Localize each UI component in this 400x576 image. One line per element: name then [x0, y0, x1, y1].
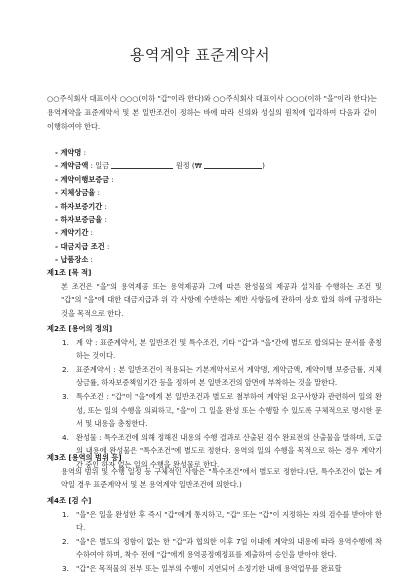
field-label: - 계약금액	[55, 161, 89, 171]
list-item	[47, 363, 382, 390]
field-contract-period	[55, 226, 265, 239]
amount-close-paren: )	[262, 161, 265, 171]
item-number: 3.	[62, 391, 69, 401]
article-body: 본 조건은 "을"의 용역제공 또는 용역제공과 그에 따른 완성물의 제공과 설치를 수행하는 조건 및 "갑"의 "을"에 대한 대금지급과 위 각 사항에 수반하는 제반 사항들에 관하여 상호 합의 하에 규정하는 것을 목적으로 한다.	[61, 281, 382, 318]
field-separator: :	[102, 214, 107, 224]
field-contract-amount	[55, 159, 265, 172]
list-item	[47, 336, 382, 363]
item-text: "갑"은 목적물의 전부 또는 일부의 수행이 지연되어 소정기한 내에 용역업무를 완료할	[76, 563, 342, 573]
field-performance-bond	[55, 173, 265, 186]
document-title: 용역계약 표준계약서	[129, 46, 271, 64]
article-heading: 제4조 [검 수]	[47, 496, 92, 505]
field-separator: :	[109, 174, 114, 184]
field-separator: :	[102, 201, 107, 211]
field-delivery-place	[55, 253, 265, 266]
field-separator: : 일금	[88, 161, 110, 171]
item-text: 특수조건 : "갑"이 "을"에게 본 일반조건과 별도로 첨부하여 계약된 요구사항과 관련하여 일의 완성, 또는 일의 수행을 의뢰하고, "을"이 그 일을 완성 또는 수행할 수 있도록 구체적으로 명시한 문서 및 내용을 총칭한다.	[76, 391, 382, 429]
list-item	[47, 390, 382, 431]
article-2	[47, 322, 382, 472]
item-text: 완성물 : 특수조건에 의해 정해진 내용의 수행 결과로 산출된 검수 완료전의 산출물을 말하며, 도급의 내용에 완성물은 "특수조건"에 별도로 정한다. 용역의 일의 수행을 목적으로 하는 경우 계약기간 중인 하자 없는 일의 수행을 완성물로 한다.	[76, 432, 382, 469]
item-text: 계 약 : 표준계약서, 본 일반조건 및 특수조건, 기타 "갑"과 "을"간에 별도로 합의되는 문서를 총칭하는 것이다.	[76, 337, 382, 361]
field-warranty-deposit-rate	[55, 213, 265, 226]
field-label: - 계약기간	[55, 228, 89, 238]
article-1	[47, 266, 382, 320]
field-label: - 하자보증기간	[55, 201, 103, 211]
field-label: - 하자보증금율	[55, 214, 103, 224]
article-heading: 제3조 [용역의 범위 등]	[47, 453, 122, 462]
field-label: - 계약이행보증금	[55, 174, 110, 184]
field-label: - 계약명	[55, 148, 82, 157]
field-separator: :	[104, 241, 110, 251]
item-text: "을"은 별도의 정함이 없는 한 "갑"과 협의한 이후 7일 이내에 계약의 내용에 따라 용역수행에 착수하여야 하며, 착수 전에 "갑"에게 용역공정예정표를 제출하여 승인을 받아야 한다.	[76, 536, 382, 560]
field-label: - 납품장소	[55, 255, 89, 265]
intro-paragraph: ○○주식회사 대표이사 ○○○(이하 "갑"이라 한다)와 ○○주식회사 대표이사 ○○○(이하 "을"이라 한다)는 용역계약을 표준계약서 및 본 일반조건이 정하는 바에 따라 신의와 성실의 원칙에 입각하여 다음과 같이 이행하여야 한다.	[47, 94, 377, 131]
article-3	[47, 451, 382, 492]
item-number: 2.	[62, 536, 69, 546]
item-text: "을"은 일을 완성한 후 즉시 "갑"에게 통지하고, "갑" 또는 "갑"이 지정하는 자의 검수를 받아야 한다.	[76, 509, 382, 533]
amount-currency-label: 원정 (₩	[175, 161, 202, 171]
contract-fields	[55, 146, 265, 267]
field-separator: :	[95, 188, 100, 198]
item-number: 1.	[62, 509, 69, 519]
article-body: 용역의 범위 및 수행 일정 등 구체적인 사항은 "특수조건"에서 별도로 정한다.(단, 특수조건이 없는 계약일 경우 표준계약서 및 본 용역계약 일반조건에 의한다.)	[61, 466, 382, 490]
field-warranty-period	[55, 200, 265, 213]
item-number: 2.	[62, 364, 69, 374]
field-separator: :	[88, 228, 93, 238]
amount-words-blank	[111, 160, 173, 169]
field-payment-terms	[55, 240, 265, 253]
field-separator: :	[81, 148, 87, 157]
item-number: 4.	[62, 432, 69, 442]
list-item	[47, 562, 382, 576]
field-contract-name	[55, 146, 265, 159]
list-item	[47, 535, 382, 562]
item-number: 1.	[62, 337, 69, 347]
item-number: 3.	[62, 563, 69, 573]
item-text: 표준계약서 : 본 일반조건이 적용되는 기본계약서로서 계약명, 계약금액, 계약이행 보증금률, 지체상금률, 하자보증책임기간 등을 정하여 본 일반조건의 앞면에 부착하는 것을 말한다.	[76, 364, 382, 388]
field-separator: :	[88, 255, 93, 265]
field-delay-penalty-rate	[55, 186, 265, 199]
article-heading: 제1조 [목 적]	[47, 268, 92, 277]
article-heading: 제2조 [용어의 정의]	[47, 324, 113, 333]
article-4	[47, 494, 382, 576]
amount-number-blank	[204, 160, 262, 169]
list-item	[47, 508, 382, 535]
field-label: - 지체상금율	[55, 188, 96, 198]
field-label: - 대금지급 조건	[55, 241, 105, 251]
